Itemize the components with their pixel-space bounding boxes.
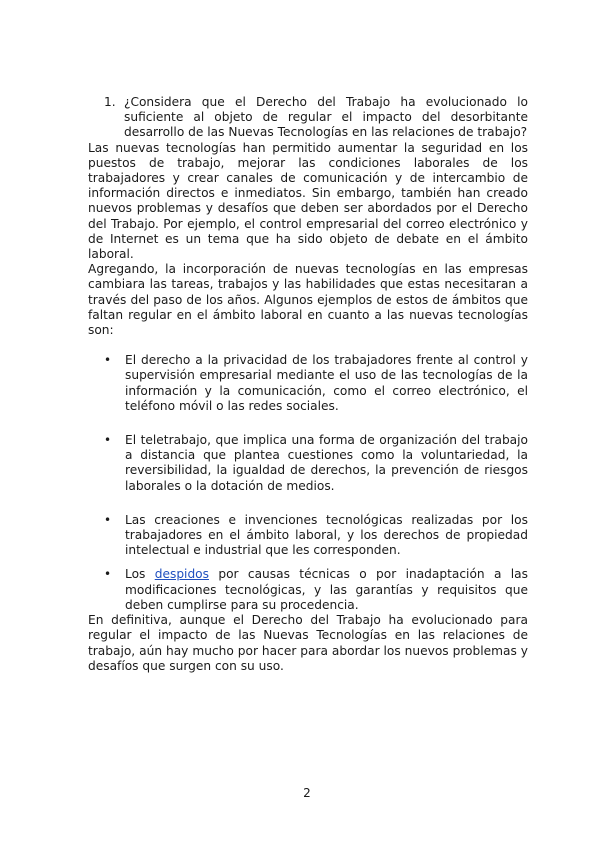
bullet-text: Las creaciones e invenciones tecnológicas realizadas por los trabajadores en el ámbito laboral, y los derechos de propiedad intelectual e industrial que les corresponden. [125, 512, 528, 558]
bullet-icon: • [104, 353, 112, 368]
page-number: 2 [303, 786, 311, 800]
page-content [88, 95, 528, 674]
bullet-text [125, 567, 528, 613]
paragraph-examples: Agregando, la incorporación de nuevas tecnologías en las empresas cambiara las tareas, trabajos y las habilidades que estas necesitaran a través del paso de los años. Algunos ejemplos de estos de ámbitos que faltan regular en el ámbito laboral en cuanto a las nuevas tecnologías son: [88, 262, 528, 338]
list-item [104, 433, 528, 494]
bullet-icon: • [104, 433, 112, 448]
list-item [104, 353, 528, 414]
list-item [104, 513, 528, 559]
bullet-text-suffix: por causas técnicas o por inadaptación a las modificaciones tecnológicas, y las garantías y requisitos que deben cumplirse para su procedencia. [125, 567, 528, 612]
bullet-list [88, 353, 528, 613]
paragraph-intro: Las nuevas tecnologías han permitido aumentar la seguridad en los puestos de trabajo, mejorar las condiciones laborales de los trabajadores y crear canales de comunicación y de intercambio de información directos e inmediatos. Sin embargo, también han creado nuevos problemas y desafíos que deben ser abordados por el Derecho del Trabajo. Por ejemplo, el control empresarial del correo electrónico y de Internet es un tema que ha sido objeto de debate en el ámbito laboral. [88, 140, 528, 262]
question-number: 1. [104, 95, 116, 109]
bullet-icon: • [104, 567, 112, 582]
question-item [104, 95, 528, 141]
bullet-text-prefix: Los [125, 567, 155, 582]
paragraph-conclusion: En definitiva, aunque el Derecho del Trabajo ha evolucionado para regular el impacto de las Nuevas Tecnologías en las relaciones de trabajo, aún hay mucho por hacer para abordar los nuevos problemas y desafíos que surgen con su uso. [88, 613, 528, 673]
bullet-icon: • [104, 512, 112, 527]
bullet-text: El teletrabajo, que implica una forma de organización del trabajo a distancia que plantea cuestiones como la voluntariedad, la reversibilidad, la igualdad de derechos, la prevención de riesgos laborales o la dotación de medios. [125, 433, 528, 493]
question-text: ¿Considera que el Derecho del Trabajo ha evolucionado lo suficiente al objeto de regular el impacto del desorbitante desarrollo de las Nuevas Tecnologías en las relaciones de trabajo? [124, 95, 528, 140]
despidos-link[interactable]: despidos [154, 567, 209, 582]
bullet-text: El derecho a la privacidad de los trabajadores frente al control y supervisión empresarial mediante el uso de las tecnologías de la información y la comunicación, como el correo electrónico, el teléfono móvil o las redes sociales. [125, 353, 528, 413]
list-item [104, 567, 528, 613]
